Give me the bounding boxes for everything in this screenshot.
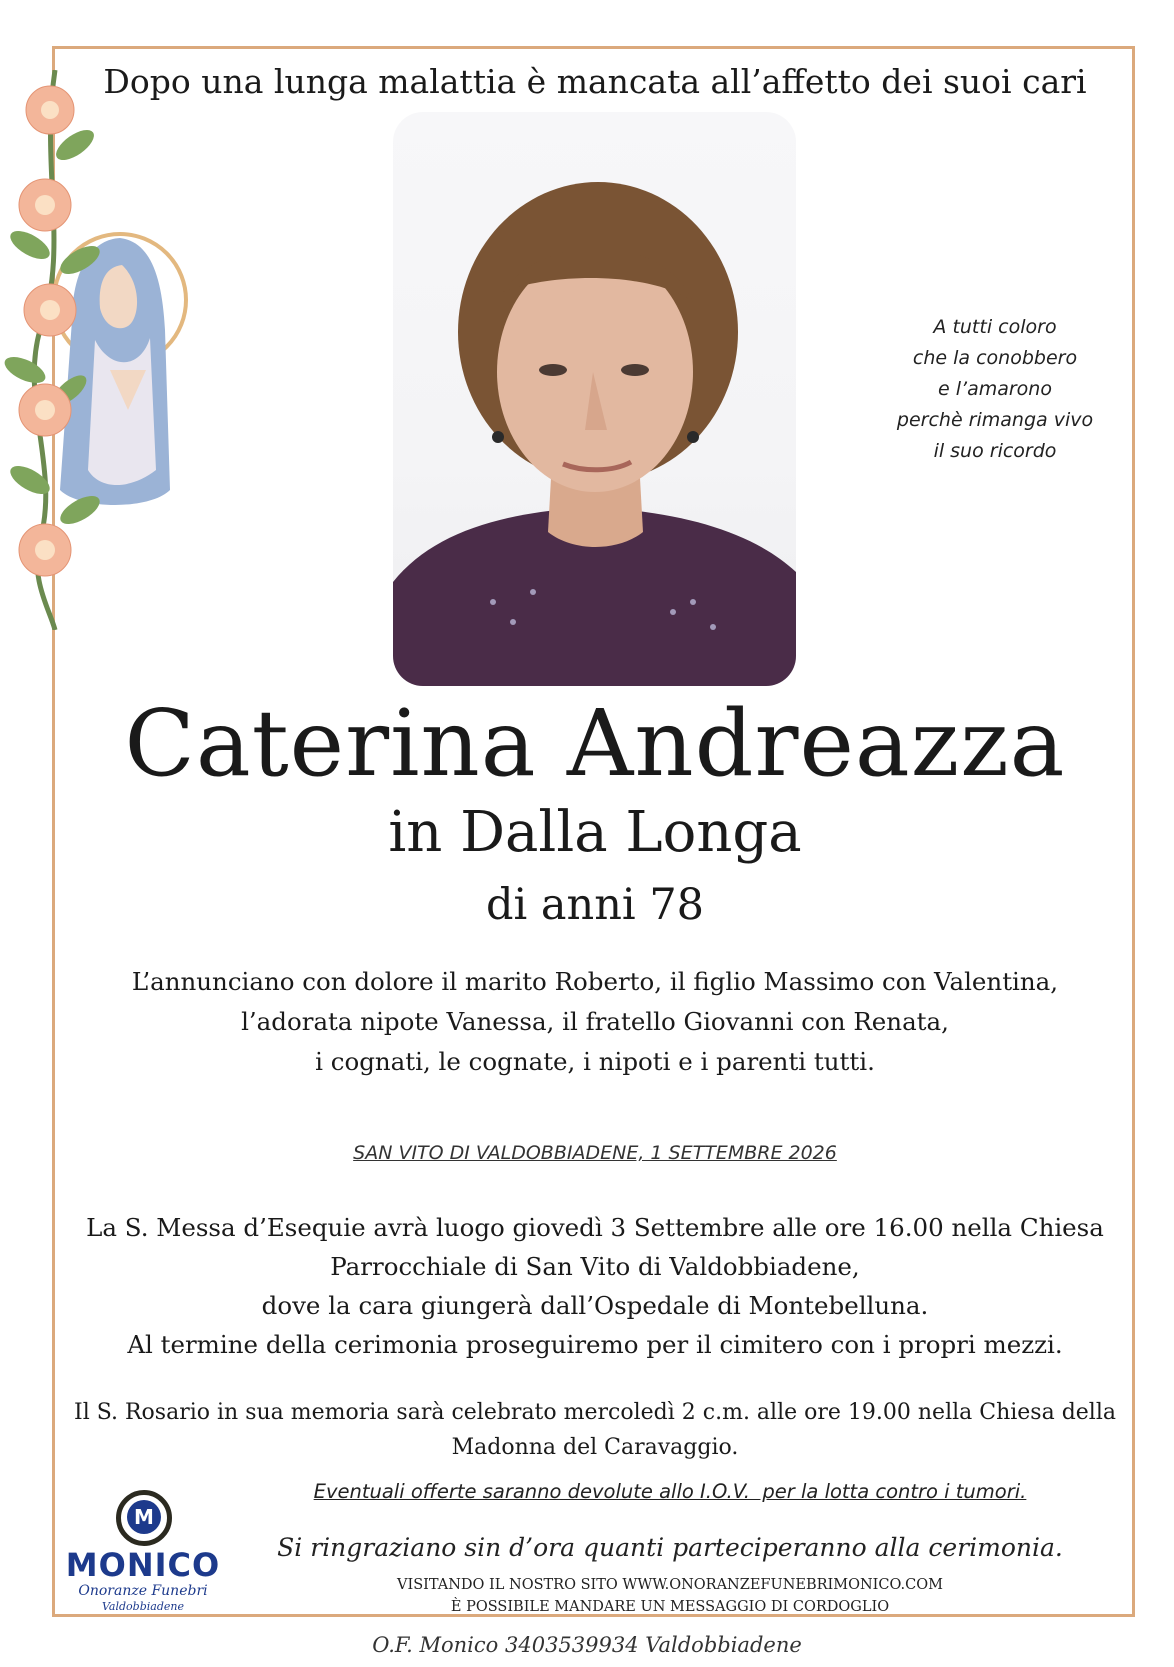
logo-subtitle: Onoranze Funebri: [78, 1583, 208, 1599]
intro-text: Dopo una lunga malattia è mancata all’affetto dei suoi cari: [103, 62, 1087, 101]
side-note-line: e l’amarono: [938, 378, 1052, 400]
website-line: VISITANDO IL NOSTRO SITO WWW.ONORANZEFUNEBRIMONICO.COM: [397, 1577, 943, 1593]
website-note: [210, 1574, 1130, 1618]
side-note-line: che la conobbero: [912, 347, 1078, 369]
floral-madonna-icon: [0, 70, 210, 630]
deceased-name: Caterina Andreazza: [124, 690, 1066, 797]
website-line: È POSSIBILE MANDARE UN MESSAGGIO DI CORDOGLIO: [450, 1599, 890, 1615]
offers-note: Eventuali offerte saranno devolute allo I.O.V. per la lotta contro i tumori.: [313, 1480, 1027, 1503]
funeral-line: Parrocchiale di San Vito di Valdobbiadene,: [330, 1252, 860, 1281]
age-text: di anni 78: [485, 880, 705, 930]
announcement: [60, 962, 1130, 1082]
announcement-line: L’annunciano con dolore il marito Roberto, il figlio Massimo con Valentina,: [131, 967, 1059, 996]
logo-letter: M: [127, 1500, 161, 1534]
funeral-details: [60, 1208, 1130, 1364]
side-note-line: perchè rimanga vivo: [896, 409, 1094, 431]
married-name: in Dalla Longa: [388, 800, 802, 865]
funeral-line: La S. Messa d’Esequie avrà luogo giovedì 3 Settembre alle ore 16.00 nella Chiesa: [86, 1213, 1104, 1242]
rosary-line: Madonna del Caravaggio.: [451, 1435, 739, 1460]
logo-name: MONICO: [65, 1546, 221, 1584]
portrait-photo: [393, 112, 796, 686]
footer-contact: O.F. Monico 3403539934 Valdobbiadene: [372, 1633, 802, 1657]
logo-town: Valdobbiadene: [102, 1600, 184, 1613]
side-note-line: il suo ricordo: [933, 440, 1057, 462]
announcement-line: i cognati, le cognate, i nipoti e i parenti tutti.: [315, 1047, 875, 1076]
monico-logo: [64, 1490, 222, 1612]
side-note-line: A tutti coloro: [933, 316, 1057, 338]
funeral-line: dove la cara giungerà dall’Ospedale di Montebelluna.: [261, 1291, 929, 1320]
announcement-line: l’adorata nipote Vanessa, il fratello Giovanni con Renata,: [241, 1007, 949, 1036]
rosary-details: [60, 1395, 1130, 1465]
thanks-text: Si ringraziano sin d’ora quanti parteciperanno alla cerimonia.: [277, 1533, 1063, 1562]
funeral-line: Al termine della cerimonia proseguiremo per il cimitero con i propri mezzi.: [127, 1330, 1063, 1359]
rosary-line: Il S. Rosario in sua memoria sarà celebrato mercoledì 2 c.m. alle ore 19.00 nella Chiesa della: [74, 1400, 1116, 1425]
memorial-side-note: [880, 312, 1110, 467]
place-date: SAN VITO DI VALDOBBIADENE, 1 SETTEMBRE 2026: [353, 1142, 837, 1164]
